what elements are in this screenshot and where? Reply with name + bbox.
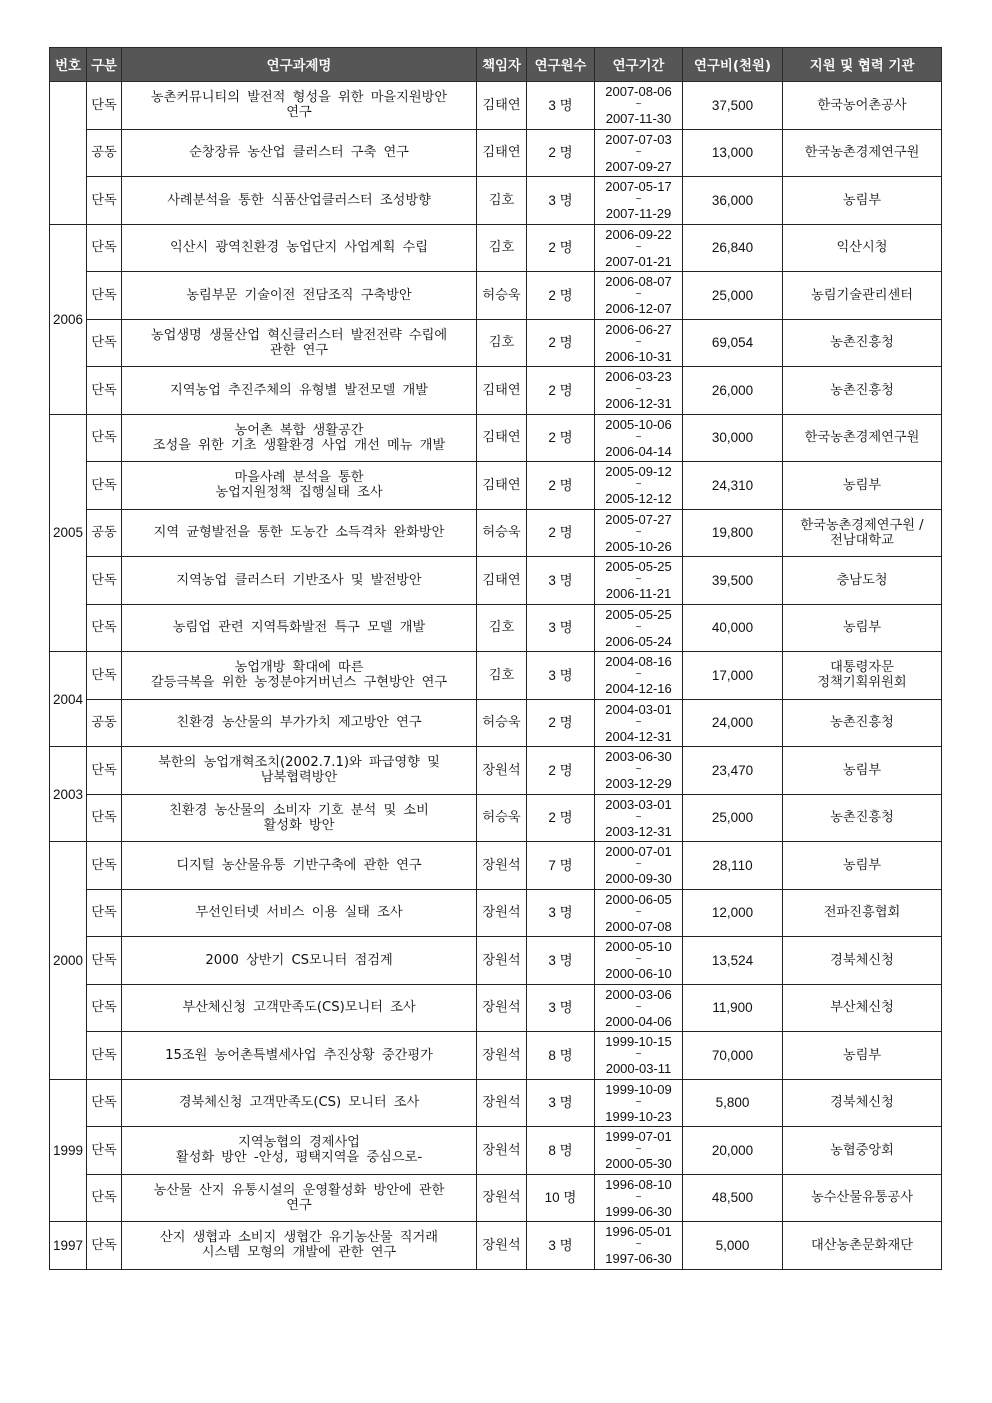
period-cell: [595, 794, 683, 842]
staff-cell: 2 명: [527, 699, 595, 747]
title-cell: 디지털 농산물유통 기반구축에 관한 연구: [122, 842, 477, 890]
period-end: 2000-09-30: [605, 871, 672, 887]
staff-cell: 3 명: [527, 82, 595, 130]
lead-cell: 장원석: [477, 1222, 527, 1270]
lead-cell: 장원석: [477, 1032, 527, 1080]
period-separator: ~: [635, 241, 642, 253]
period-start: 2004-08-16: [605, 654, 672, 670]
title-cell: 지역농협의 경제사업 활성화 방안 -안성, 평택지역을 중심으로-: [122, 1127, 477, 1175]
budget-cell: 11,900: [683, 984, 783, 1032]
budget-cell: 24,310: [683, 462, 783, 510]
table-row: [50, 842, 942, 890]
header-type: 구분: [87, 48, 122, 82]
year-cell: 2003: [50, 747, 87, 842]
type-cell: 단독: [87, 82, 122, 130]
period-separator: ~: [635, 669, 642, 681]
lead-cell: 장원석: [477, 747, 527, 795]
org-cell: 전파진흥협회: [783, 889, 942, 937]
org-cell: 경북체신청: [783, 1079, 942, 1127]
type-cell: 단독: [87, 319, 122, 367]
period-separator: ~: [635, 764, 642, 776]
type-cell: 단독: [87, 842, 122, 890]
period-separator: ~: [635, 859, 642, 871]
table-row: [50, 699, 942, 747]
period-start: 2000-07-01: [605, 844, 672, 860]
period-separator: ~: [635, 384, 642, 396]
org-cell: 충남도청: [783, 557, 942, 605]
period-separator: ~: [635, 289, 642, 301]
year-cell: 1999: [50, 1079, 87, 1222]
period-end: 2007-11-30: [605, 111, 672, 127]
period-end: 2007-09-27: [605, 158, 672, 174]
header-lead: 책임자: [477, 48, 527, 82]
lead-cell: 허승욱: [477, 272, 527, 320]
period-separator: ~: [635, 1001, 642, 1013]
period-separator: ~: [635, 716, 642, 728]
budget-cell: 17,000: [683, 652, 783, 700]
period-separator: ~: [635, 431, 642, 443]
staff-cell: 2 명: [527, 224, 595, 272]
period-separator: ~: [635, 1096, 642, 1108]
budget-cell: 23,470: [683, 747, 783, 795]
lead-cell: 장원석: [477, 842, 527, 890]
table-row: [50, 1127, 942, 1175]
period-cell: [595, 319, 683, 367]
period-cell: [595, 224, 683, 272]
period-end: 2006-04-14: [605, 443, 672, 459]
lead-cell: 장원석: [477, 1127, 527, 1175]
title-cell: 무선인터넷 서비스 이용 실태 조사: [122, 889, 477, 937]
period-end: 2006-12-07: [605, 301, 672, 317]
budget-cell: 25,000: [683, 794, 783, 842]
type-cell: 단독: [87, 367, 122, 415]
lead-cell: 김태연: [477, 129, 527, 177]
lead-cell: 허승욱: [477, 794, 527, 842]
type-cell: 단독: [87, 937, 122, 985]
period-end: 2003-12-31: [605, 823, 672, 839]
org-cell: 한국농어촌공사: [783, 82, 942, 130]
period-cell: [595, 557, 683, 605]
type-cell: 단독: [87, 1174, 122, 1222]
budget-cell: 26,000: [683, 367, 783, 415]
header-row: [50, 48, 942, 82]
table-row: [50, 272, 942, 320]
table-row: [50, 1174, 942, 1222]
budget-cell: 30,000: [683, 414, 783, 462]
staff-cell: 2 명: [527, 414, 595, 462]
period-end: 2000-07-08: [605, 918, 672, 934]
type-cell: 단독: [87, 1127, 122, 1175]
staff-cell: 2 명: [527, 367, 595, 415]
year-cell: 2004: [50, 652, 87, 747]
table-row: [50, 984, 942, 1032]
staff-cell: 3 명: [527, 889, 595, 937]
lead-cell: 허승욱: [477, 699, 527, 747]
lead-cell: 장원석: [477, 889, 527, 937]
period-cell: [595, 842, 683, 890]
staff-cell: 2 명: [527, 509, 595, 557]
budget-cell: 25,000: [683, 272, 783, 320]
table-body: [50, 82, 942, 1270]
org-cell: 농촌진흥청: [783, 367, 942, 415]
budget-cell: 20,000: [683, 1127, 783, 1175]
title-cell: 친환경 농산물의 소비자 기호 분석 및 소비 활성화 방안: [122, 794, 477, 842]
period-cell: [595, 462, 683, 510]
header-org: 지원 및 협력 기관: [783, 48, 942, 82]
period-end: 2006-11-21: [605, 586, 672, 602]
period-end: 2000-06-10: [605, 966, 672, 982]
org-cell: 농림부: [783, 177, 942, 225]
period-end: 1999-10-23: [605, 1108, 672, 1124]
table-row: [50, 82, 942, 130]
period-start: 2006-08-07: [605, 274, 672, 290]
period-cell: [595, 82, 683, 130]
table-row: [50, 129, 942, 177]
period-separator: ~: [635, 1191, 642, 1203]
title-cell: 산지 생협과 소비지 생협간 유기농산물 직거래 시스템 모형의 개발에 관한 연구: [122, 1222, 477, 1270]
lead-cell: 장원석: [477, 984, 527, 1032]
org-cell: 익산시청: [783, 224, 942, 272]
period-start: 1999-10-09: [605, 1081, 672, 1097]
period-end: 1999-06-30: [605, 1203, 672, 1219]
period-cell: [595, 889, 683, 937]
org-cell: 농림부: [783, 842, 942, 890]
period-separator: ~: [635, 1239, 642, 1251]
lead-cell: 김호: [477, 604, 527, 652]
title-cell: 농어촌 복합 생활공간 조성을 위한 기초 생활환경 사업 개선 메뉴 개발: [122, 414, 477, 462]
budget-cell: 13,000: [683, 129, 783, 177]
staff-cell: 3 명: [527, 557, 595, 605]
title-cell: 농업생명 생물산업 혁신클러스터 발전전략 수립에 관한 연구: [122, 319, 477, 367]
type-cell: 단독: [87, 272, 122, 320]
staff-cell: 2 명: [527, 794, 595, 842]
period-cell: [595, 937, 683, 985]
period-start: 2006-06-27: [605, 321, 672, 337]
title-cell: 농산물 산지 유통시설의 운영활성화 방안에 관한 연구: [122, 1174, 477, 1222]
table-row: [50, 794, 942, 842]
table-row: [50, 937, 942, 985]
lead-cell: 김태연: [477, 557, 527, 605]
org-cell: 한국농촌경제연구원 / 전남대학교: [783, 509, 942, 557]
table-row: [50, 319, 942, 367]
type-cell: 공동: [87, 129, 122, 177]
type-cell: 단독: [87, 604, 122, 652]
type-cell: 단독: [87, 1079, 122, 1127]
table-row: [50, 509, 942, 557]
period-cell: [595, 1079, 683, 1127]
type-cell: 단독: [87, 224, 122, 272]
budget-cell: 28,110: [683, 842, 783, 890]
period-start: 2005-05-25: [605, 559, 672, 575]
org-cell: 부산체신청: [783, 984, 942, 1032]
period-start: 2006-09-22: [605, 226, 672, 242]
org-cell: 농림기술관리센터: [783, 272, 942, 320]
period-start: 2003-06-30: [605, 749, 672, 765]
budget-cell: 40,000: [683, 604, 783, 652]
period-cell: [595, 1032, 683, 1080]
org-cell: 경북체신청: [783, 937, 942, 985]
lead-cell: 김호: [477, 319, 527, 367]
type-cell: 단독: [87, 462, 122, 510]
period-cell: [595, 177, 683, 225]
table-row: [50, 1032, 942, 1080]
year-cell: 2005: [50, 414, 87, 652]
period-separator: ~: [635, 479, 642, 491]
year-cell: 2000: [50, 842, 87, 1080]
header-no: 번호: [50, 48, 87, 82]
period-cell: [595, 1222, 683, 1270]
period-end: 2005-10-26: [605, 538, 672, 554]
period-separator: ~: [635, 811, 642, 823]
org-cell: 대산농촌문화재단: [783, 1222, 942, 1270]
staff-cell: 8 명: [527, 1032, 595, 1080]
lead-cell: 허승욱: [477, 509, 527, 557]
period-end: 2007-01-21: [605, 253, 672, 269]
lead-cell: 김호: [477, 177, 527, 225]
budget-cell: 48,500: [683, 1174, 783, 1222]
period-cell: [595, 272, 683, 320]
type-cell: 단독: [87, 747, 122, 795]
period-start: 1996-08-10: [605, 1176, 672, 1192]
staff-cell: 2 명: [527, 129, 595, 177]
table-row: [50, 1222, 942, 1270]
period-end: 2005-12-12: [605, 491, 672, 507]
lead-cell: 김호: [477, 652, 527, 700]
org-cell: 농협중앙회: [783, 1127, 942, 1175]
lead-cell: 김태연: [477, 367, 527, 415]
org-cell: 농림부: [783, 747, 942, 795]
period-start: 2007-05-17: [605, 179, 672, 195]
staff-cell: 10 명: [527, 1174, 595, 1222]
period-cell: [595, 509, 683, 557]
org-cell: 한국농촌경제연구원: [783, 129, 942, 177]
type-cell: 단독: [87, 557, 122, 605]
year-cell: [50, 82, 87, 225]
table-row: [50, 177, 942, 225]
period-start: 2007-07-03: [605, 131, 672, 147]
lead-cell: 장원석: [477, 1174, 527, 1222]
budget-cell: 24,000: [683, 699, 783, 747]
period-start: 2003-03-01: [605, 796, 672, 812]
title-cell: 농림부문 기술이전 전담조직 구축방안: [122, 272, 477, 320]
title-cell: 부산체신청 고객만족도(CS)모니터 조사: [122, 984, 477, 1032]
header-title: 연구과제명: [122, 48, 477, 82]
period-start: 2007-08-06: [605, 84, 672, 100]
type-cell: 공동: [87, 699, 122, 747]
period-separator: ~: [635, 621, 642, 633]
org-cell: 농수산물유통공사: [783, 1174, 942, 1222]
title-cell: 15조원 농어촌특별세사업 추진상황 중간평가: [122, 1032, 477, 1080]
lead-cell: 김태연: [477, 82, 527, 130]
lead-cell: 김태연: [477, 414, 527, 462]
header-budget: 연구비(천원): [683, 48, 783, 82]
table-row: [50, 367, 942, 415]
budget-cell: 5,000: [683, 1222, 783, 1270]
table-row: [50, 747, 942, 795]
budget-cell: 70,000: [683, 1032, 783, 1080]
title-cell: 2000 상반기 CS모니터 점검계: [122, 937, 477, 985]
period-start: 2005-05-25: [605, 606, 672, 622]
period-end: 2004-12-31: [605, 728, 672, 744]
period-start: 1999-07-01: [605, 1129, 672, 1145]
org-cell: 농촌진흥청: [783, 319, 942, 367]
staff-cell: 3 명: [527, 604, 595, 652]
staff-cell: 3 명: [527, 652, 595, 700]
type-cell: 단독: [87, 414, 122, 462]
period-separator: ~: [635, 1049, 642, 1061]
period-start: 2005-07-27: [605, 511, 672, 527]
title-cell: 지역농업 추진주체의 유형별 발전모델 개발: [122, 367, 477, 415]
period-cell: [595, 652, 683, 700]
period-separator: ~: [635, 194, 642, 206]
table-row: [50, 462, 942, 510]
table-row: [50, 557, 942, 605]
org-cell: 농림부: [783, 462, 942, 510]
budget-cell: 19,800: [683, 509, 783, 557]
org-cell: 대통령자문 정책기획위원회: [783, 652, 942, 700]
period-cell: [595, 699, 683, 747]
table-row: [50, 224, 942, 272]
budget-cell: 26,840: [683, 224, 783, 272]
staff-cell: 7 명: [527, 842, 595, 890]
period-start: 2005-10-06: [605, 416, 672, 432]
period-separator: ~: [635, 906, 642, 918]
title-cell: 익산시 광역친환경 농업단지 사업계획 수립: [122, 224, 477, 272]
title-cell: 농촌커뮤니티의 발전적 형성을 위한 마을지원방안 연구: [122, 82, 477, 130]
year-cell: 1997: [50, 1222, 87, 1270]
period-cell: [595, 129, 683, 177]
budget-cell: 39,500: [683, 557, 783, 605]
staff-cell: 2 명: [527, 462, 595, 510]
year-cell: 2006: [50, 224, 87, 414]
table-row: [50, 604, 942, 652]
budget-cell: 12,000: [683, 889, 783, 937]
type-cell: 단독: [87, 652, 122, 700]
period-cell: [595, 1127, 683, 1175]
staff-cell: 3 명: [527, 984, 595, 1032]
budget-cell: 5,800: [683, 1079, 783, 1127]
title-cell: 농업개방 확대에 따른 갈등극복을 위한 농정분야거버넌스 구현방안 연구: [122, 652, 477, 700]
period-separator: ~: [635, 954, 642, 966]
period-separator: ~: [635, 1144, 642, 1156]
title-cell: 마을사례 분석을 통한 농업지원정책 집행실태 조사: [122, 462, 477, 510]
period-start: 2000-06-05: [605, 891, 672, 907]
title-cell: 지역농업 클러스터 기반조사 및 발전방안: [122, 557, 477, 605]
type-cell: 단독: [87, 794, 122, 842]
title-cell: 북한의 농업개혁조치(2002.7.1)와 파급영향 및 남북협력방안: [122, 747, 477, 795]
type-cell: 단독: [87, 889, 122, 937]
org-cell: 농촌진흥청: [783, 699, 942, 747]
period-separator: ~: [635, 336, 642, 348]
period-cell: [595, 604, 683, 652]
period-end: 1997-06-30: [605, 1251, 672, 1267]
period-separator: ~: [635, 526, 642, 538]
period-start: 2006-03-23: [605, 369, 672, 385]
title-cell: 사례분석을 통한 식품산업클러스터 조성방향: [122, 177, 477, 225]
table-row: [50, 652, 942, 700]
type-cell: 단독: [87, 177, 122, 225]
period-start: 2000-03-06: [605, 986, 672, 1002]
staff-cell: 3 명: [527, 177, 595, 225]
period-separator: ~: [635, 574, 642, 586]
staff-cell: 3 명: [527, 937, 595, 985]
title-cell: 순창장류 농산업 클러스터 구축 연구: [122, 129, 477, 177]
lead-cell: 장원석: [477, 937, 527, 985]
org-cell: 농촌진흥청: [783, 794, 942, 842]
period-start: 2005-09-12: [605, 464, 672, 480]
lead-cell: 장원석: [477, 1079, 527, 1127]
period-end: 2006-12-31: [605, 396, 672, 412]
period-end: 2006-10-31: [605, 348, 672, 364]
budget-cell: 36,000: [683, 177, 783, 225]
lead-cell: 김호: [477, 224, 527, 272]
header-staff: 연구원수: [527, 48, 595, 82]
period-start: 2000-05-10: [605, 939, 672, 955]
research-projects-table: [49, 47, 942, 1270]
type-cell: 단독: [87, 1032, 122, 1080]
budget-cell: 13,524: [683, 937, 783, 985]
budget-cell: 37,500: [683, 82, 783, 130]
title-cell: 지역 균형발전을 통한 도농간 소득격차 완화방안: [122, 509, 477, 557]
period-cell: [595, 1174, 683, 1222]
period-start: 1996-05-01: [605, 1224, 672, 1240]
table-row: [50, 414, 942, 462]
table-header: [50, 48, 942, 82]
period-separator: ~: [635, 146, 642, 158]
table-row: [50, 1079, 942, 1127]
staff-cell: 3 명: [527, 1079, 595, 1127]
staff-cell: 2 명: [527, 319, 595, 367]
period-start: 2004-03-01: [605, 701, 672, 717]
period-cell: [595, 367, 683, 415]
staff-cell: 2 명: [527, 747, 595, 795]
table-row: [50, 889, 942, 937]
period-separator: ~: [635, 99, 642, 111]
period-start: 1999-10-15: [605, 1034, 672, 1050]
budget-cell: 69,054: [683, 319, 783, 367]
type-cell: 공동: [87, 509, 122, 557]
title-cell: 친환경 농산물의 부가가치 제고방안 연구: [122, 699, 477, 747]
org-cell: 농림부: [783, 1032, 942, 1080]
org-cell: 한국농촌경제연구원: [783, 414, 942, 462]
type-cell: 단독: [87, 984, 122, 1032]
lead-cell: 김태연: [477, 462, 527, 510]
period-end: 2000-03-11: [605, 1061, 672, 1077]
period-cell: [595, 984, 683, 1032]
staff-cell: 2 명: [527, 272, 595, 320]
period-end: 2006-05-24: [605, 633, 672, 649]
org-cell: 농림부: [783, 604, 942, 652]
title-cell: 농림업 관련 지역특화발전 특구 모델 개발: [122, 604, 477, 652]
staff-cell: 3 명: [527, 1222, 595, 1270]
period-end: 2007-11-29: [605, 206, 672, 222]
period-cell: [595, 747, 683, 795]
period-end: 2000-04-06: [605, 1013, 672, 1029]
type-cell: 단독: [87, 1222, 122, 1270]
period-end: 2003-12-29: [605, 776, 672, 792]
title-cell: 경북체신청 고객만족도(CS) 모니터 조사: [122, 1079, 477, 1127]
staff-cell: 8 명: [527, 1127, 595, 1175]
period-cell: [595, 414, 683, 462]
period-end: 2000-05-30: [605, 1156, 672, 1172]
header-period: 연구기간: [595, 48, 683, 82]
period-end: 2004-12-16: [605, 681, 672, 697]
